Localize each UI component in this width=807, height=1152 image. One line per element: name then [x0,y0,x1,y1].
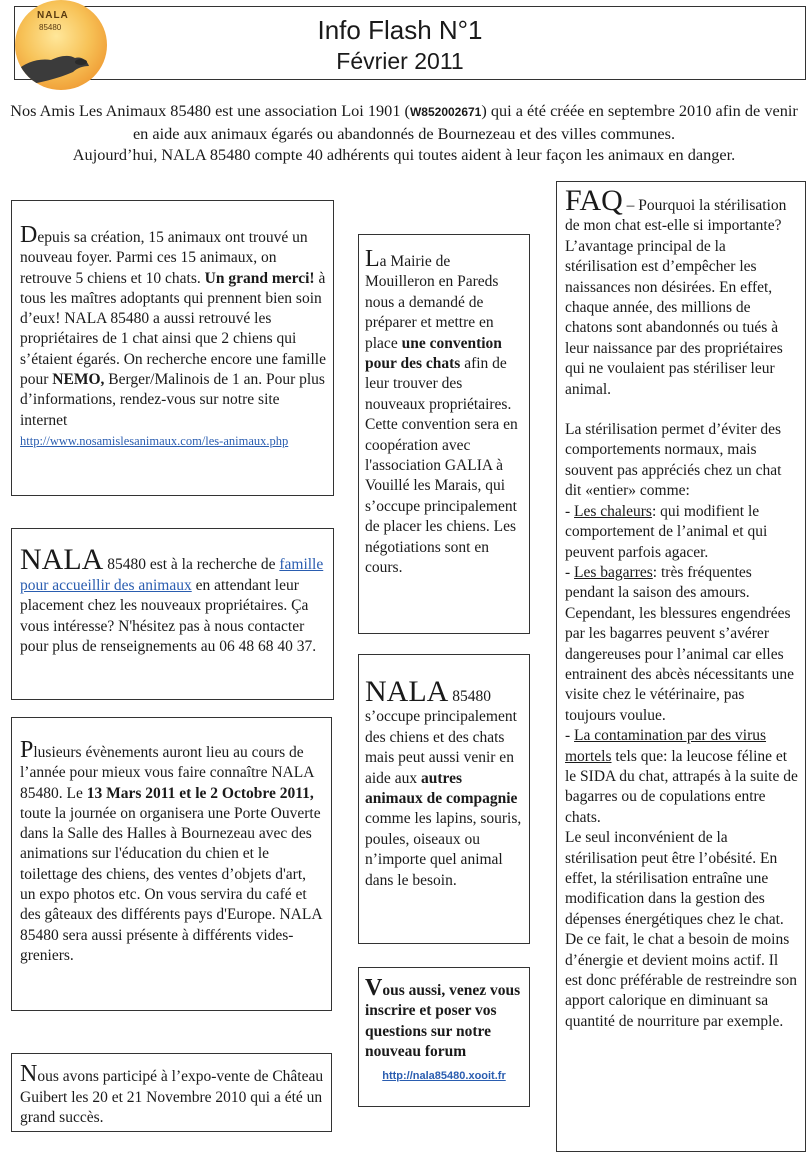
box1-bold1: Un grand merci! [204,269,315,287]
logo-sub: 85480 [39,23,62,32]
intro-part1: Nos Amis Les Animaux 85480 est une association Loi 1901 ( [10,101,410,120]
faq-item1-label: Les chaleurs [574,502,652,520]
logo [15,0,107,90]
faq-heading: FAQ [565,184,623,217]
logo-text: NALA [37,10,69,21]
box5-text1: a Mairie de Mouilleron en Pareds nous a demandé de préparer et mettre en place [365,253,499,352]
dropcap: N [20,1061,38,1087]
box5-bold1: une convention pour des chats [365,334,502,373]
association-code: W852002671 [409,105,482,119]
faq-question-text: – Pourquoi la stérilisation de mon chat est-elle si importante? [565,197,787,235]
faq-question [565,186,799,237]
dropcap: D [20,222,38,248]
nala-heading: NALA [365,675,449,708]
box5-text2: afin de leur trouver des nouveaux propriétaires. Cette convention sera en coopération avec l'association GALIA à Vouillé les Marais, qui s’occupe principalement de placer les chiens. Les négotiations sont en cours. [365,355,518,577]
dropcap: L [365,246,380,272]
page-date: Février 2011 [336,48,464,74]
forum-link[interactable]: http://nala85480.xooit.fr [382,1069,506,1082]
dropcap: P [20,737,34,763]
box7-bold1: ous aussi, venez vous inscrire et poser vos questions sur notre nouveau forum [365,982,521,1061]
box2-text1: 85480 est à la recherche de [103,556,280,573]
box-convention [358,234,530,634]
box6-bold1: autres animaux de compagnie [365,769,518,808]
box6-text1: 85480 s’occupe principalement des chiens et des chats mais peut aussi venir en aide aux [365,688,517,787]
faq-item3-label: La contamination par des virus mortels [565,727,767,765]
box-foster-family [11,528,334,700]
foster-family-link[interactable]: famille pour accueillir des animaux [20,556,324,594]
box-other-animals [358,654,530,944]
intro-paragraph [4,100,804,165]
faq-item2-text: : très fréquentes pendant la saison des amours. Cependant, les blessures engendrées par les bagarres peuvent s’avérer dangereuses pour l’animal car elles entrainent des abcès nécessitants une visite chez le vétérinaire, pas toujours voulue. [565,563,794,724]
website-link[interactable]: http://www.nosamislesanimaux.com/les-animaux.php [20,433,289,448]
box1-text1: epuis sa création, 15 animaux ont trouvé un nouveau foyer. Parmi ces 15 animaux, on retrouve 5 chiens et 10 chats. [20,229,308,287]
box4-text1: ous avons participé à l’expo-vente de Château Guibert les 20 et 21 Novembre 2010 qui a été un grand succès. [20,1068,324,1126]
box3-text1: lusieurs évènements auront lieu au cours de l’année pour mieux vous faire connaître NALA 85480. Le [20,744,314,802]
box3-bold1: 13 Mars 2011 et le 2 Octobre 2011, [86,784,314,802]
intro-part3: Aujourd’hui, NALA 85480 compte 40 adhérents qui toutes aident à leur façon les animaux en danger. [72,145,736,164]
nala-heading: NALA [20,543,104,576]
faq-paragraph-3: Le seul inconvénient de la stérilisation peut être l’obésité. En effet, la stérilisation entraîne une modification dans la gestion des dépenses énergétiques chez le chat. De ce fait, le chat a besoin de moins d’énergie et devient moins actif. Il est donc préférable de restreindre son apport calorique en diminuant sa quantité de nourriture par exemple. [565,829,797,1030]
dropcap: V [365,975,383,1001]
box-forum [358,967,530,1107]
intro-part2: ) qui a été créée en septembre 2010 afin de venir en aide aux animaux égarés ou abandonnés de Bournezeau et des villes communes. [132,101,798,143]
faq-item2-label: Les bagarres [574,563,653,581]
box-expo-vente [11,1053,332,1132]
box-faq [556,181,806,1152]
box-adoptions [11,200,334,496]
faq-paragraph-1: L’avantage principal de la stérilisation est d’empêcher les naissances non désirées. En effet, chaque année, des millions de chatons sont abandonnés ou tués à leur naissance par des propriétaires qui ne voulaient pas stériliser leur animal. [565,237,783,398]
faq-list-item-2: - Les bagarres: très fréquentes pendant la saison des amours. Cependant, les blessures engendrées par les bagarres peuvent s’avérer dangereuses pour l’animal car elles entrainent des abcès nécessitants une visite chez le vétérinaire, pas toujours voulue. [565,563,794,724]
box6-text2: comme les lapins, souris, poules, oiseaux ou n’importe quel animal dans le besoin. [365,810,522,889]
box1-text3: Berger/Malinois de 1 an. Pour plus d’informations, rendez-vous sur notre site internet [20,371,325,429]
faq-list-item-1: - Les chaleurs: qui modifient le comportement de l’animal et qui peuvent parfois agacer. [565,502,768,561]
faq-item1-text: : qui modifient le comportement de l’animal et qui peuvent parfois agacer. [565,502,768,561]
faq-list-item-3: - La contamination par des virus mortels tels que: la leucose féline et le SIDA du chat, attrapés à la suite de bagarres ou de copulations entre chats. [565,727,798,826]
faq-item3-text: tels que: la leucose féline et le SIDA du chat, attrapés à la suite de bagarres ou de copulations entre chats. [565,747,798,826]
page-title: Info Flash N°1 [317,15,483,45]
box-events [11,717,332,1011]
box2-text2: en attendant leur placement chez les nouveaux propriétaires. Ça vous intéresse? N'hésitez pas à nous contacter pour plus de renseignements au 06 48 68 40 37. [20,576,317,655]
box1-bold2: NEMO, [52,371,105,389]
box1-text2: à tous les maîtres adoptants qui prennent bien soin d’eux! NALA 85480 a aussi retrouvé les propriétaires de 1 chat ainsi que 2 chiens qui s’étaient égarés. On recherche encore une famille pour [20,269,326,389]
box3-text2: toute la journée on organisera une Porte Ouverte dans la Salle des Halles à Bournezeau avec des animations sur l'éducation du chien et le toilettage des chiens, des ventes d’objets d'art, un expo photos etc. On vous servira du café et des gâteaux des différents pays d'Europe. NALA 85480 sera aussi présente à différents vides-greniers. [20,804,322,964]
faq-paragraph-2: La stérilisation permet d’éviter des comportements normaux, mais souvent pas appréciés chez un chat dit «entier» comme: [565,421,782,500]
